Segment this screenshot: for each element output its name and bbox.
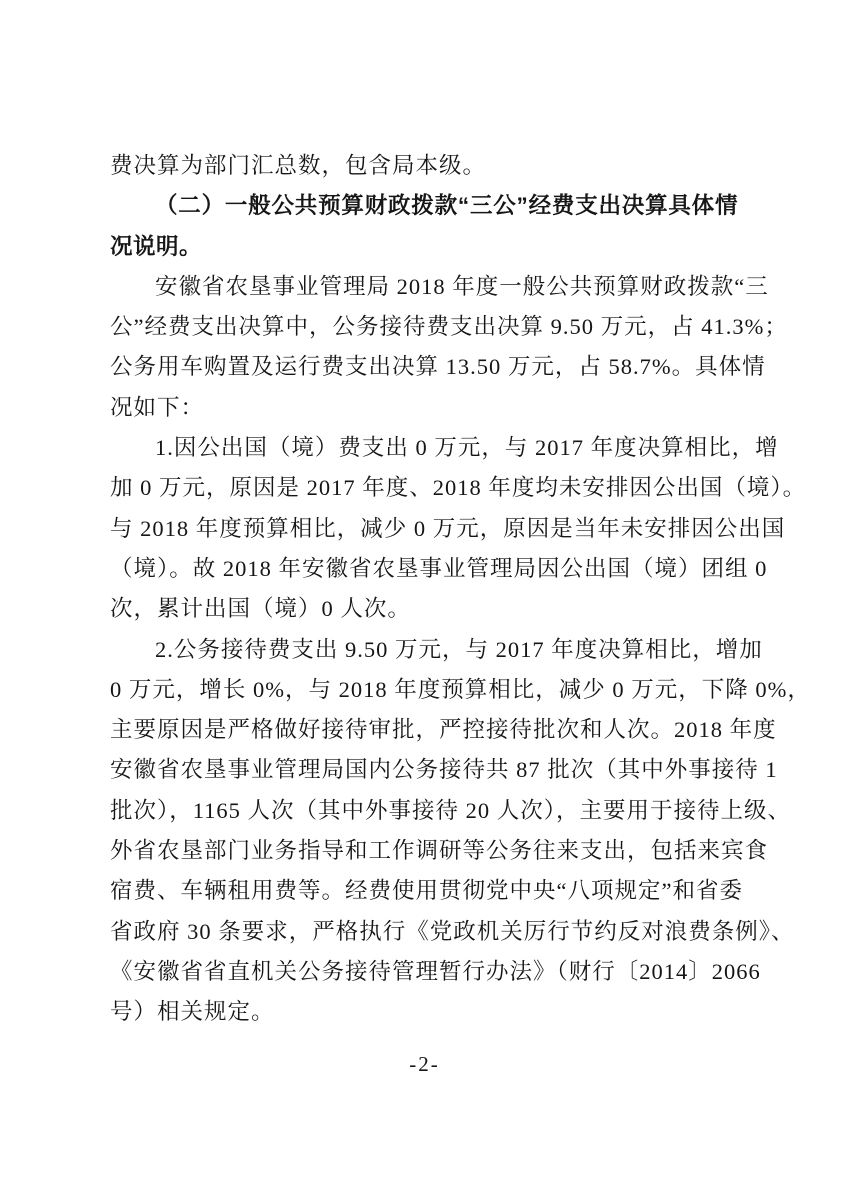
text-line: 外省农垦部门业务指导和工作调研等公务往来支出，包括来宾食 xyxy=(110,838,769,864)
text-line: 与 2018 年度预算相比，减少 0 万元，原因是当年未安排因公出国 xyxy=(110,515,786,541)
text-line: 1.因公出国（境）费支出 0 万元，与 2017 年度决算相比，增 xyxy=(155,435,779,461)
document-body xyxy=(110,146,811,1033)
text-line: 号）相关规定。 xyxy=(110,999,275,1025)
text-line: 安徽省农垦事业管理局国内公务接待共 87 批次（其中外事接待 1 xyxy=(110,757,778,783)
page-number: -2- xyxy=(409,1052,440,1076)
text-line: 主要原因是严格做好接待审批，严控接待批次和人次。2018 年度 xyxy=(110,717,777,743)
text-line: 省政府 30 条要求，严格执行《党政机关厉行节约反对浪费条例》、 xyxy=(110,918,795,944)
text-line: （境）。故 2018 年安徽省农垦事业管理局因公出国（境）团组 0 xyxy=(110,555,768,581)
text-line: 公务用车购置及运行费支出决算 13.50 万元，占 58.7%。具体情 xyxy=(110,354,766,380)
text-line: 宿费、车辆租用费等。经费使用贯彻党中央“八项规定”和省委 xyxy=(110,878,743,904)
text-line: 批次），1165 人次（其中外事接待 20 人次），主要用于接待上级、 xyxy=(110,797,792,823)
text-line: 2.公务接待费支出 9.50 万元，与 2017 年度决算相比，增加 xyxy=(155,636,763,662)
text-line: 费决算为部门汇总数，包含局本级。 xyxy=(110,153,487,178)
text-line: 《安徽省省直机关公务接待管理暂行办法》（财行〔2014〕2066 xyxy=(110,958,761,984)
text-line: 次，累计出国（境）0 人次。 xyxy=(110,596,411,622)
text-line: 公”经费支出决算中，公务接待费支出决算 9.50 万元，占 41.3%； xyxy=(110,314,788,340)
text-line: 况说明。 xyxy=(110,233,203,259)
text-line: 安徽省农垦事业管理局 2018 年度一般公共预算财政拨款“三 xyxy=(155,273,769,299)
text-line: 0 万元，增长 0%，与 2018 年度预算相比，减少 0 万元，下降 0%， xyxy=(110,676,811,702)
text-line: 况如下： xyxy=(110,394,205,420)
text-line: 加 0 万元，原因是 2017 年度、2018 年度均未安排因公出国（境）。 xyxy=(110,475,807,501)
text-line: （二）一般公共预算财政拨款“三公”经费支出决算具体情 xyxy=(155,193,738,219)
